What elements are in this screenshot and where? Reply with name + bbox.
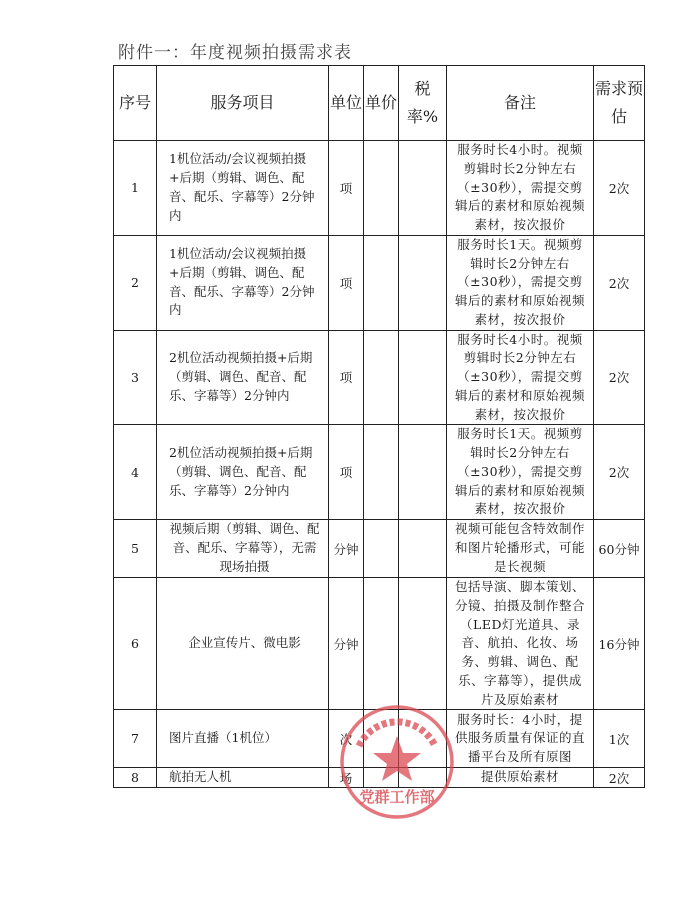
cell-note: 服务时长1天。视频剪辑时长2分钟左右（±30秒），需提交剪辑后的素材和原始视频素材，按次报价	[447, 235, 594, 330]
cell-estimate: 2次	[594, 141, 645, 236]
cell-estimate: 1次	[594, 710, 645, 768]
stamp-text: 党群工作部	[359, 788, 435, 806]
cell-unit: 项	[329, 425, 364, 520]
cell-unit: 次	[329, 710, 364, 768]
cell-seq: 8	[114, 768, 157, 788]
cell-price	[364, 141, 399, 236]
table-row	[114, 330, 645, 425]
cell-unit: 场	[329, 768, 364, 788]
cell-note: 包括导演、脚本策划、分镜、拍摄及制作整合（LED灯光道具、录音、航拍、化妆、场务、剪辑、调色、配乐、字幕等），提供成片及原始素材	[447, 578, 594, 710]
cell-tax	[399, 141, 447, 236]
header-price: 单价	[364, 66, 399, 141]
cell-tax	[399, 710, 447, 768]
header-unit: 单位	[329, 66, 364, 141]
cell-item: 航拍无人机	[157, 768, 329, 788]
cell-note: 服务时长4小时。视频剪辑时长2分钟左右（±30秒），需提交剪辑后的素材和原始视频素材，按次报价	[447, 330, 594, 425]
cell-seq: 1	[114, 141, 157, 236]
cell-price	[364, 768, 399, 788]
cell-tax	[399, 578, 447, 710]
cell-item: 1机位活动/会议视频拍摄+后期（剪辑、调色、配音、配乐、字幕等）2分钟内	[157, 141, 329, 236]
cell-seq: 7	[114, 710, 157, 768]
cell-item: 2机位活动视频拍摄+后期（剪辑、调色、配音、配乐、字幕等）2分钟内	[157, 425, 329, 520]
cell-unit: 分钟	[329, 520, 364, 578]
header-estimate: 需求预估	[594, 66, 645, 141]
table-row	[114, 425, 645, 520]
cell-seq: 6	[114, 578, 157, 710]
cell-tax	[399, 520, 447, 578]
cell-price	[364, 710, 399, 768]
cell-price	[364, 578, 399, 710]
cell-tax	[399, 425, 447, 520]
cell-unit: 分钟	[329, 578, 364, 710]
header-tax: 税率%	[399, 66, 447, 141]
cell-estimate: 2次	[594, 768, 645, 788]
cell-unit: 项	[329, 235, 364, 330]
header-note: 备注	[447, 66, 594, 141]
cell-price	[364, 425, 399, 520]
cell-estimate: 2次	[594, 425, 645, 520]
cell-price	[364, 235, 399, 330]
cell-estimate: 2次	[594, 235, 645, 330]
cell-seq: 5	[114, 520, 157, 578]
cell-price	[364, 520, 399, 578]
requirements-table	[113, 65, 645, 788]
cell-tax	[399, 768, 447, 788]
header-item: 服务项目	[157, 66, 329, 141]
table-row	[114, 520, 645, 578]
table-row	[114, 710, 645, 768]
table-row	[114, 768, 645, 788]
cell-estimate: 16分钟	[594, 578, 645, 710]
cell-item: 企业宣传片、微电影	[157, 578, 329, 710]
cell-item: 视频后期（剪辑、调色、配音、配乐、字幕等），无需现场拍摄	[157, 520, 329, 578]
cell-item: 1机位活动/会议视频拍摄+后期（剪辑、调色、配音、配乐、字幕等）2分钟内	[157, 235, 329, 330]
cell-seq: 2	[114, 235, 157, 330]
cell-estimate: 2次	[594, 330, 645, 425]
cell-item: 2机位活动视频拍摄+后期（剪辑、调色、配音、配乐、字幕等）2分钟内	[157, 330, 329, 425]
cell-note: 服务时长1天。视频剪辑时长2分钟左右（±30秒），需提交剪辑后的素材和原始视频素材，按次报价	[447, 425, 594, 520]
cell-unit: 项	[329, 330, 364, 425]
cell-item: 图片直播（1机位）	[157, 710, 329, 768]
cell-seq: 3	[114, 330, 157, 425]
cell-note: 提供原始素材	[447, 768, 594, 788]
table-row	[114, 578, 645, 710]
table-row	[114, 235, 645, 330]
table-header-row	[114, 66, 645, 141]
cell-note: 服务时长4小时。视频剪辑时长2分钟左右（±30秒），需提交剪辑后的素材和原始视频素材，按次报价	[447, 141, 594, 236]
cell-estimate: 60分钟	[594, 520, 645, 578]
cell-unit: 项	[329, 141, 364, 236]
cell-note: 视频可能包含特效制作和图片轮播形式，可能是长视频	[447, 520, 594, 578]
cell-tax	[399, 235, 447, 330]
header-seq: 序号	[114, 66, 157, 141]
cell-price	[364, 330, 399, 425]
table-row	[114, 141, 645, 236]
cell-note: 服务时长：4小时，提供服务质量有保证的直播平台及所有原图	[447, 710, 594, 768]
cell-tax	[399, 330, 447, 425]
cell-seq: 4	[114, 425, 157, 520]
page-title: 附件一：年度视频拍摄需求表	[118, 43, 352, 63]
